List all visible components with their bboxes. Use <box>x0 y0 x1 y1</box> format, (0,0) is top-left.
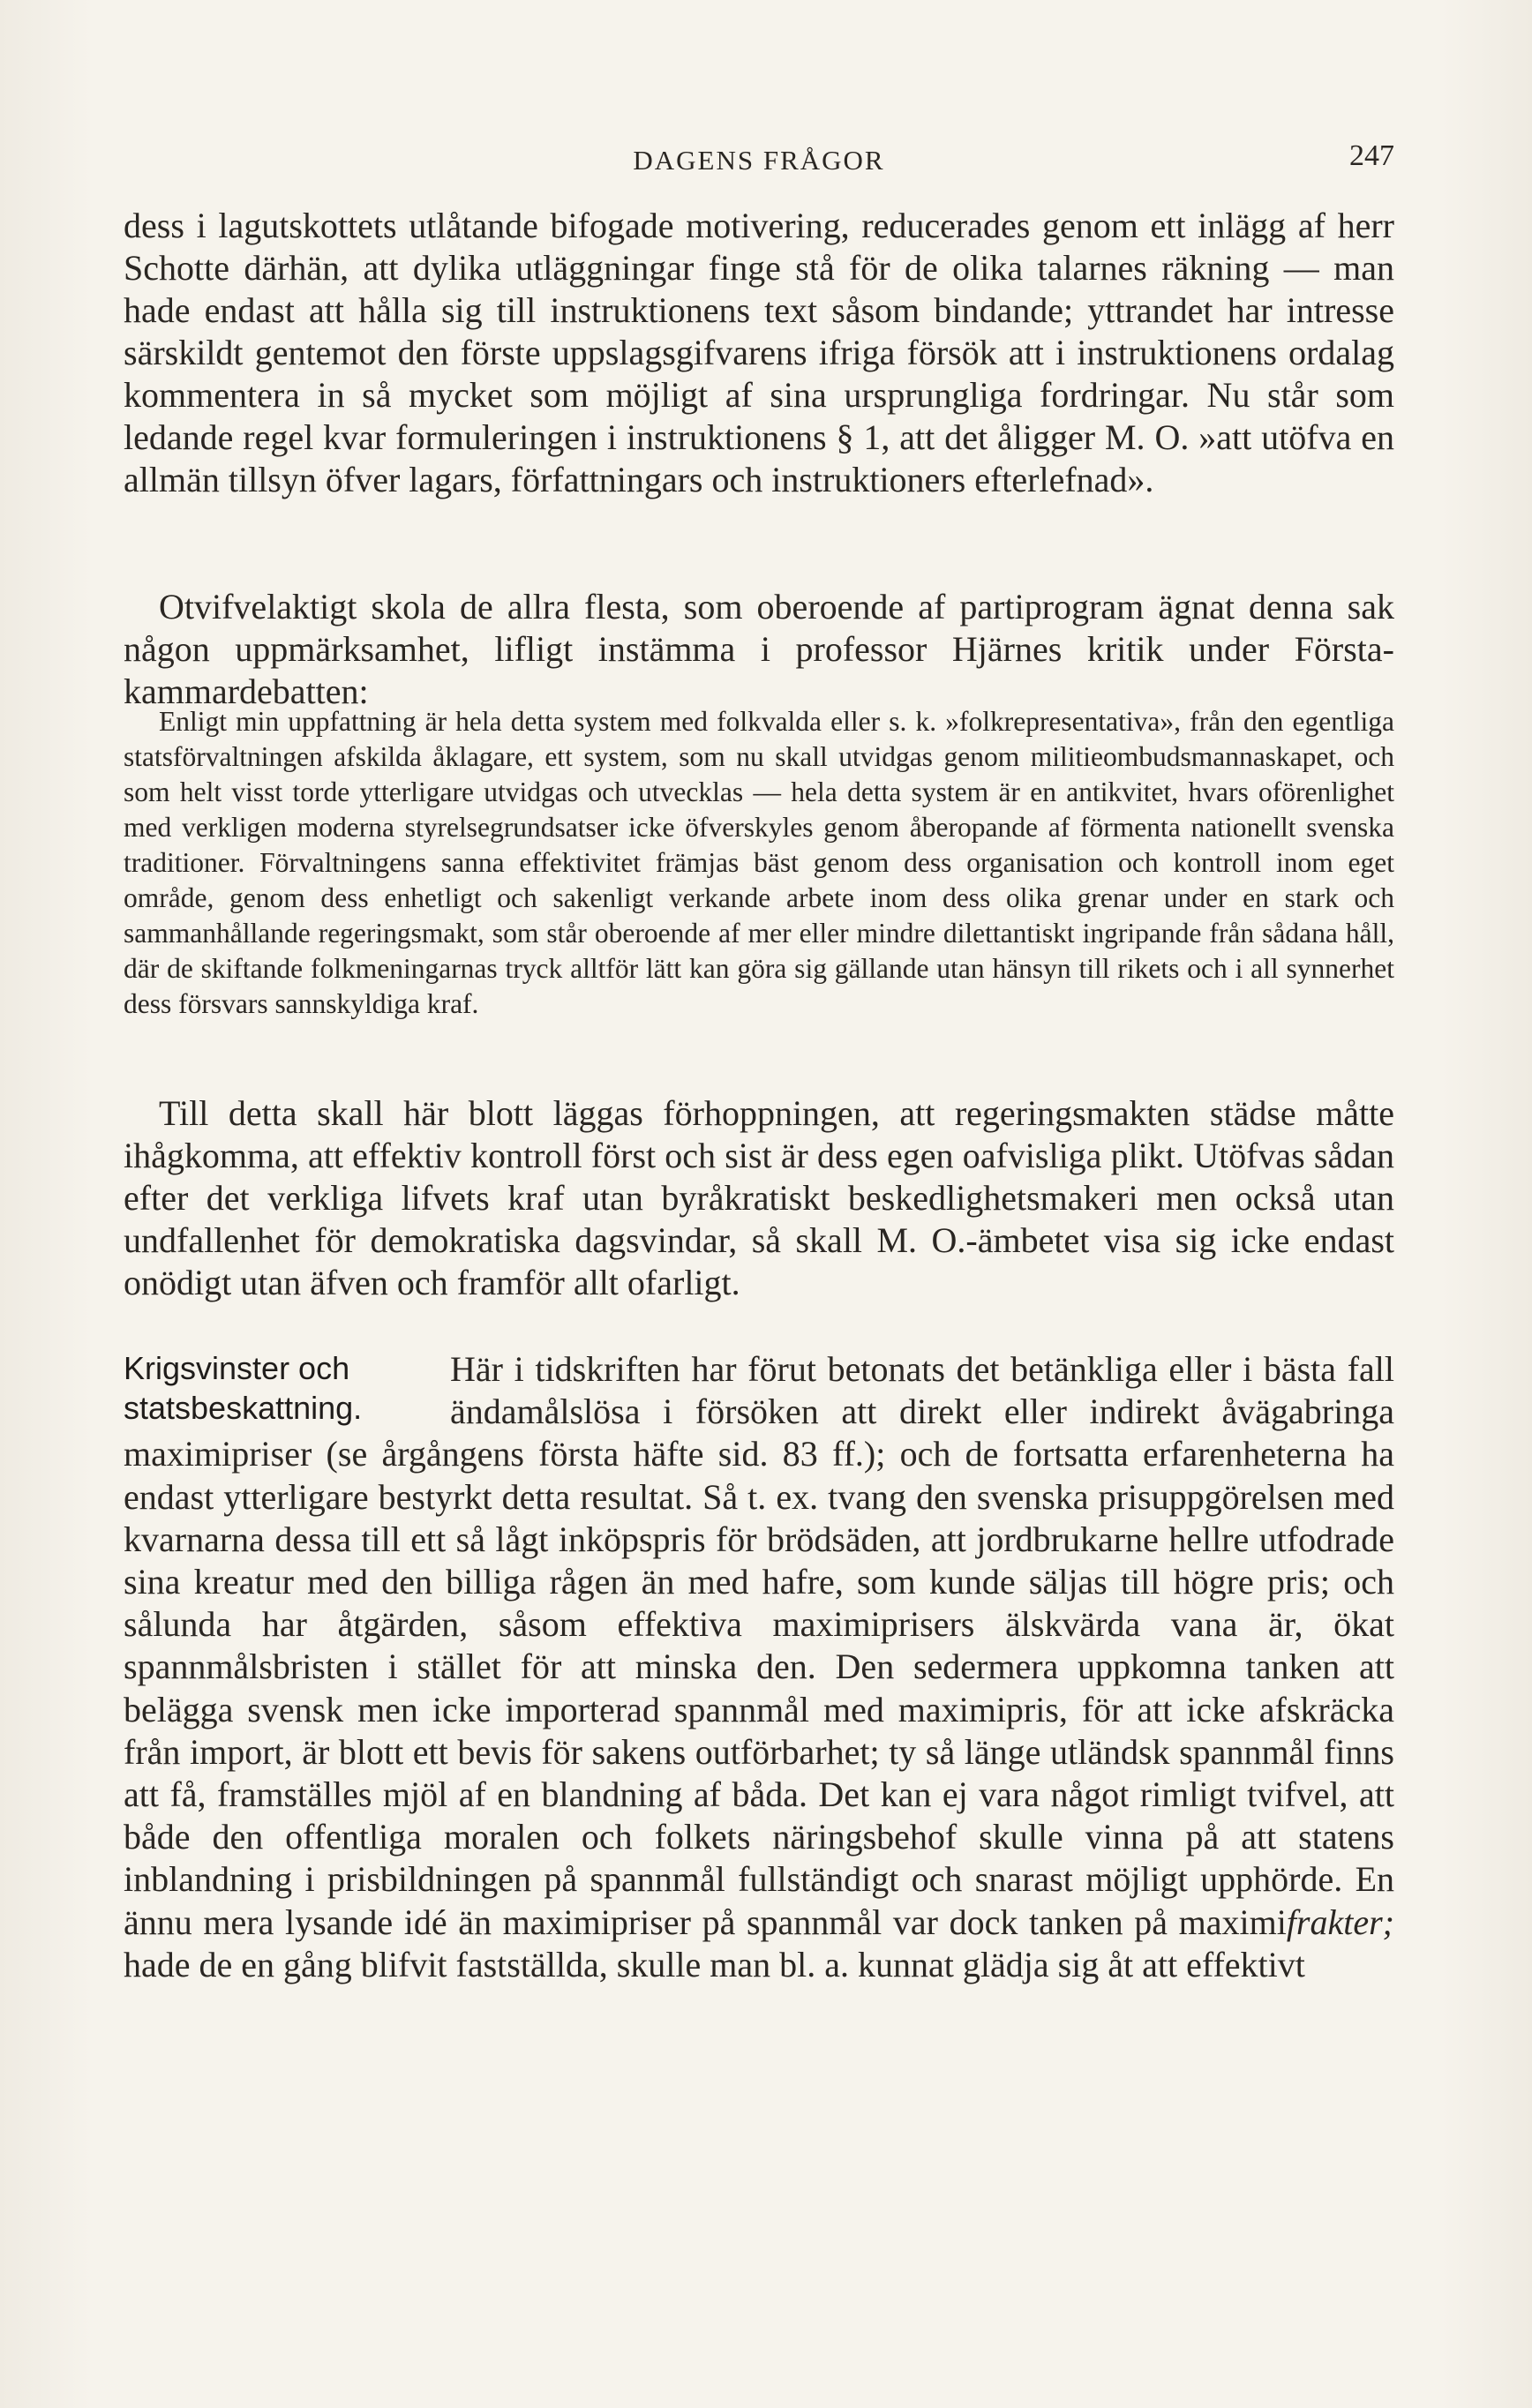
section-body-part-2: hade de en gång blifvit fastställda, skulle man bl. a. kunnat glädja sig åt att effektivt <box>124 1944 1305 1984</box>
paragraph-till-detta <box>124 1092 1394 1304</box>
running-head: DAGENS FRÅGOR <box>633 145 885 176</box>
paragraph-continued <box>124 205 1394 501</box>
page-header <box>124 139 1394 184</box>
side-heading-line-2: statsbeskattning. <box>124 1390 363 1426</box>
quote-text: Enligt min uppfattning är hela detta system med folkvalda eller s. k. »folkrepresentativa», från den egentliga statsförvaltningen afskilda åklagare, ett system, som nu skall utvidgas genom militieombudsmannaskapet, och som helt visst torde ytterligare utvidgas och utvecklas — hela detta system är en antikvitet, hvars oförenlighet med verkligen moderna styrelsegrundsatser icke öfverskyles genom åberopande af förmenta nationellt svenska traditioner. Förvaltningens sanna effektivitet främjas bäst genom dess organisation och kontroll inom eget område, genom dess enhetligt och sakenligt verkande arbete inom dess olika grenar under en stark och sammanhållande regeringsmakt, som står oberoende af mer eller mindre dilettantiskt ingripande från sådana håll, där de skiftande folkmeningarnas tryck alltför lätt kan göra sig gällande utan hänsyn till rikets och i all synnerhet dess försvars sannskyldiga kraf. <box>124 706 1394 1019</box>
paragraph-otvifvelaktigt <box>124 586 1394 713</box>
block-quote <box>124 704 1394 1022</box>
paragraph-text: dess i lagutskottets utlåtande bifogade motivering, reducerades genom ett inlägg af herr Schotte därhän, att dylika utläggningar finge stå för de olika talarnes räkning — man hade endast att hålla sig till instruktionens text såsom bindande; yttrandet har intresse särskildt gentemot den förste uppslagsgifvarens ifriga försök att i instruktionens ordalag kommentera in så mycket som möjligt af sina ursprungliga fordringar. Nu står som ledande regel kvar formuleringen i instruktionens § 1, att det åligger M. O. »att utöfva en allmän tillsyn öfver lagars, författningars och instruktioners efterlefnad». <box>124 206 1394 499</box>
page-number: 247 <box>1349 139 1394 172</box>
section-body-text <box>124 1348 1394 1986</box>
paragraph-text: Otvifvelaktigt skola de allra flesta, som oberoende af partiprogram ägnat denna sak någon uppmärksamhet, lifligt instämma i professor Hjärnes kritik under Första-kammardebatten: <box>124 587 1394 711</box>
section-body-part-1: Här i tidskriften har förut betonats det betänkliga eller i bästa fall ändamålslösa i försöken att direkt eller indirekt åvägabringa maximipriser (se årgångens första häfte sid. 83 ff.); och de fortsatta erfarenheterna ha endast ytterligare bestyrkt detta resultat. Så t. ex. tvang den svenska prisuppgörelsen med kvarnarna dessa till ett så lågt inköpspris för brödsäden, att jordbrukarne hellre utfodrade sina kreatur med den billiga rågen än med hafre, som kunde säljas till högre pris; och sålunda har åtgärden, såsom effektiva maximiprisers älskvärda vana är, ökat spannmålsbristen i stället för att minska den. Den sedermera uppkomna tanken att belägga svensk men icke importerad spannmål med maximipris, för att icke afskräcka från import, är blott ett bevis för sakens outförbarhet; ty så länge utländsk spannmål finns att få, framställes mjöl af en blandning af båda. Det kan ej vara något rimligt tvifvel, att både den offentliga moralen och folkets näringsbehof skulle vinna på att statens inblandning i prisbildningen på spannmål fullständigt och snarast möjligt upphörde. En ännu mera lysande idé än maximipriser på spannmål var dock tanken på maximi <box>124 1349 1394 1942</box>
paragraph-text: Till detta skall här blott läggas förhoppningen, att regeringsmakten städse måtte ihågkomma, att effektiv kontroll först och sist är dess egen oafvisliga plikt. Utöfvas sådan efter det verkliga lifvets kraf utan byråkratiskt beskedlighetsmakeri men också utan undfallenhet för demokratiska dagsvindar, så skall M. O.-ämbetet visa sig icke endast onödigt utan äfven och framför allt ofarligt. <box>124 1093 1394 1302</box>
section-krigsvinster <box>124 1348 1394 1986</box>
side-heading-line-1: Krigsvinster och <box>124 1350 350 1386</box>
section-body-emphasis: frakter; <box>1286 1902 1394 1942</box>
section-side-heading <box>124 1348 441 1428</box>
